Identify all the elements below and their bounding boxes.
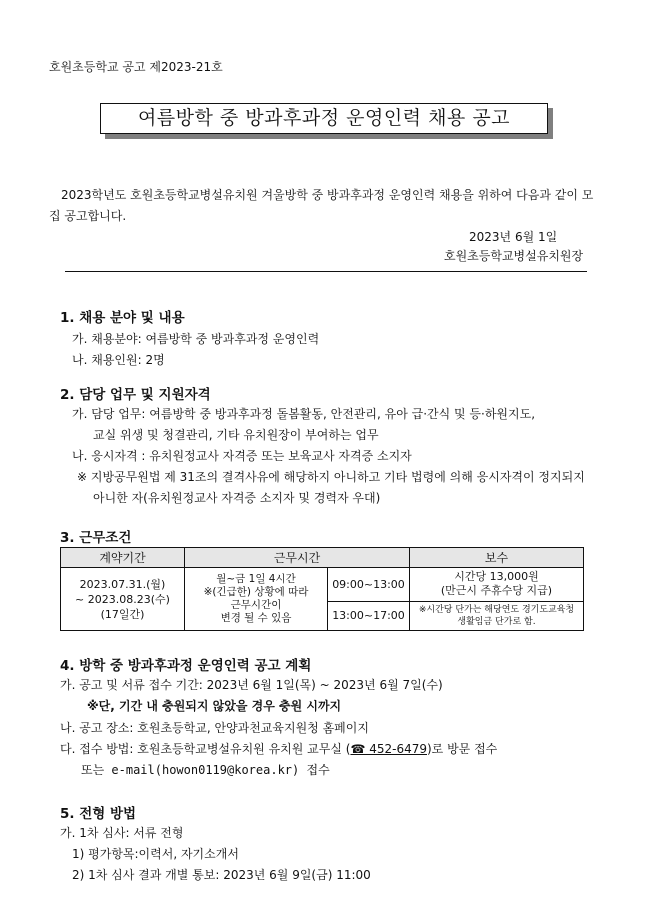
hours-note: 근무시간이 [230,599,282,611]
header-period: 계약기간 [61,548,185,568]
contract-period-cell [61,568,185,631]
period-days: (17일간) [100,607,145,621]
section-3-title: 3. 근무조건 [60,530,132,546]
pay-allowance: (만근시 주휴수당 지급) [440,584,553,598]
announcement-date: 2023년 6월 1일 [469,230,558,244]
section-4-title: 4. 방학 중 방과후과정 운영인력 공고 계획 [60,658,312,674]
method-suffix: )로 방문 접수 [427,742,498,756]
page-title: 여름방학 중 방과후과정 운영인력 채용 공고 [100,103,548,134]
first-screening: 가. 1차 심사: 서류 전형 [60,826,184,840]
title-box [100,103,552,138]
period-start: 2023.07.31.(월) [79,577,166,591]
phone-number: ☎ 452-6479 [350,742,427,756]
time-slot-morning: 09:00~13:00 [328,568,410,602]
email-application: 또는 e-mail(howon0119@korea.kr) 접수 [81,763,330,777]
qualification-line: 나. 응시자격 : 유치원정교사 자격증 또는 보육교사 자격증 소지자 [72,449,412,463]
section-1-item: 가. 채용분야: 여름방학 중 방과후과정 운영인력 [72,332,320,346]
pay-rate: 시간당 13,000원 [454,570,539,584]
pay-note: 생활임금 단가로 함. [457,616,536,627]
period-end: ~ 2023.08.23(수) [75,592,170,606]
pay-note-cell [410,601,584,630]
announcement-place: 나. 공고 장소: 호원초등학교, 안양과천교육지원청 홈페이지 [60,721,369,735]
duty-line: 가. 담당 업무: 여름방학 중 방과후과정 돌봄활동, 안전관리, 유아 급·간식 및 등·하원지도, [72,407,536,421]
evaluation-items: 1) 평가항목:이력서, 자기소개서 [72,847,239,861]
hours-note: 변경 될 수 있음 [220,612,292,624]
application-method [60,740,497,757]
section-5-title: 5. 전형 방법 [60,806,137,822]
result-notice: 2) 1차 심사 결과 개별 통보: 2023년 6월 9일(금) 11:00 [72,868,371,882]
duty-line-continued: 교실 위생 및 청결관리, 기타 유치원장이 부여하는 업무 [93,428,379,442]
method-prefix: 다. 접수 방법: 호원초등학교병설유치원 유치원 교무실 ( [60,742,351,756]
application-period-note: ※단, 기간 내 충원되지 않았을 경우 충원 시까지 [87,699,342,713]
section-2-title: 2. 담당 업무 및 지원자격 [60,387,211,403]
hours-main: 월~금 1일 4시간 [216,573,296,585]
header-hours: 근무시간 [185,548,410,568]
pay-note: ※시간당 단가는 해당연도 경기도교육청 [418,604,575,615]
divider [65,271,587,272]
document-number: 호원초등학교 공고 제2023-21호 [49,60,223,74]
pay-main-cell [410,568,584,602]
work-conditions-table [60,547,583,631]
hours-note-cell [185,568,328,631]
section-1-title: 1. 채용 분야 및 내용 [60,310,185,326]
application-period: 가. 공고 및 서류 접수 기간: 2023년 6월 1일(목) ~ 2023년 6월 7일(수) [60,678,443,692]
intro-paragraph: 2023학년도 호원초등학교병설유치원 겨울방학 중 방과후과정 운영인력 채용을 위하여 다음과 같이 모집 공고합니다. [49,188,594,223]
hours-note: ※(긴급한) 상황에 따라 [203,586,309,598]
qualification-note-continued: 아니한 자(유치원정교사 자격증 소지자 및 경력자 우대) [93,491,381,505]
section-1-item: 나. 채용인원: 2명 [72,353,165,367]
time-slot-afternoon: 13:00~17:00 [328,601,410,630]
issuer: 호원초등학교병설유치원장 [444,249,584,263]
header-pay: 보수 [410,548,584,568]
qualification-note: ※ 지방공무원법 제 31조의 결격사유에 해당하지 아니하고 기타 법령에 의해 응시자격이 정지되지 [77,470,585,484]
